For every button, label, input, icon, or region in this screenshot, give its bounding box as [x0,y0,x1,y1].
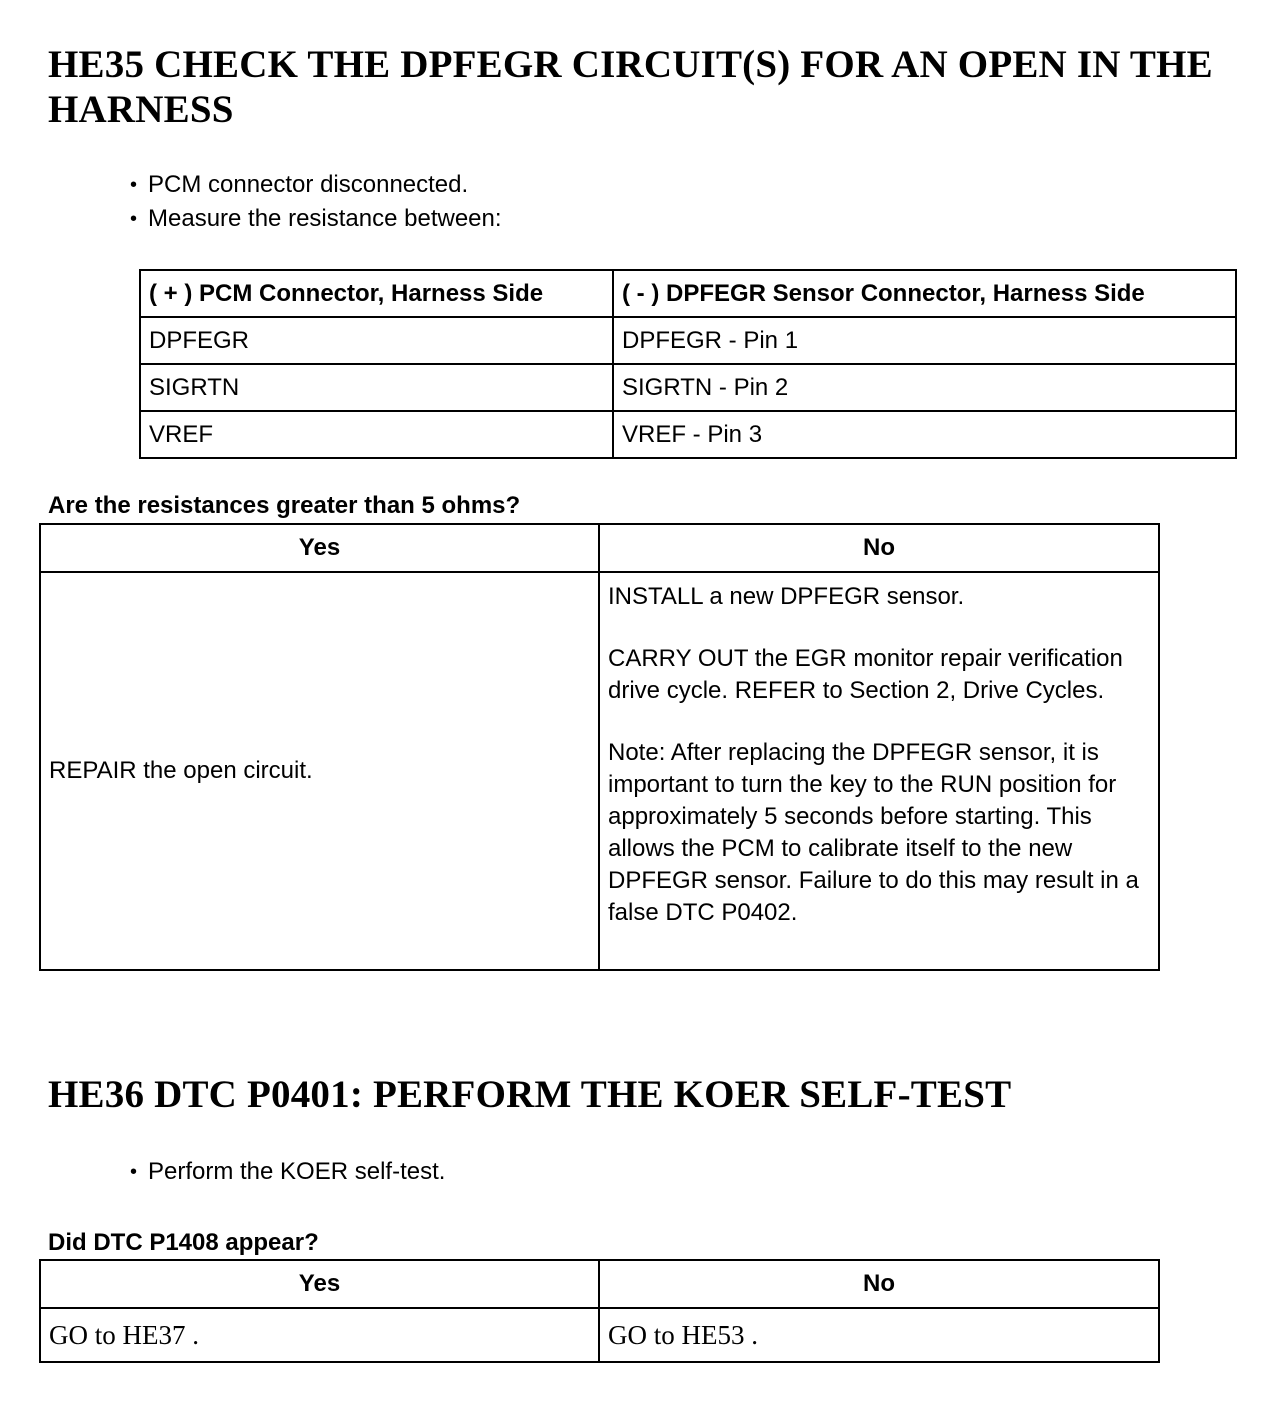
table-cell: DPFEGR [140,317,613,364]
no-paragraph-note: Note: After replacing the DPFEGR sensor, it is important to turn the key to the RUN position for approximately 5 seconds before starting. This allows the PCM to calibrate itself to the new DPFEGR sensor. Failure to do this may result in a false DTC P0402. [608,739,1139,926]
no-cell [599,572,1159,970]
table-header-row [140,270,1236,317]
table-row [140,317,1236,364]
table-cell: VREF [140,411,613,458]
he35-title-line2: HARNESS [48,88,234,131]
list-item: • Measure the resistance between: [130,202,502,236]
table-row [40,572,1159,970]
list-item: • PCM connector disconnected. [130,168,502,202]
table-cell: VREF - Pin 3 [613,411,1236,458]
no-cell: GO to HE53 . [599,1308,1159,1362]
he35-title [48,42,1213,132]
list-item: • Perform the KOER self-test. [130,1155,445,1189]
bullet-icon: • [130,174,138,196]
he35-title-line1: HE35 CHECK THE DPFEGR CIRCUIT(S) FOR AN OPEN IN THE [48,43,1213,86]
bullet-icon: • [130,1161,138,1183]
he36-title: HE36 DTC P0401: PERFORM THE KOER SELF-TEST [48,1073,1012,1116]
he35-question: Are the resistances greater than 5 ohms? [48,492,521,519]
he36-question: Did DTC P1408 appear? [48,1229,319,1256]
yes-header: Yes [40,1260,599,1308]
he35-answer-table [39,523,1160,971]
yes-cell: GO to HE37 . [40,1308,599,1362]
table-row [140,411,1236,458]
table-row [140,364,1236,411]
column-header: ( + ) PCM Connector, Harness Side [140,270,613,317]
no-paragraph-drive-cycle: CARRY OUT the EGR monitor repair verification drive cycle. REFER to Section 2, Drive Cycles. [608,645,1123,704]
he36-answer-table [39,1259,1160,1363]
table-cell: SIGRTN [140,364,613,411]
he35-bullet-list [130,168,502,236]
table-header-row [40,1260,1159,1308]
column-header: ( - ) DPFEGR Sensor Connector, Harness Side [613,270,1236,317]
no-header: No [599,524,1159,572]
he36-bullet-list [130,1155,445,1189]
no-header: No [599,1260,1159,1308]
table-row [40,1308,1159,1362]
table-header-row [40,524,1159,572]
no-paragraph-install: INSTALL a new DPFEGR sensor. [608,583,965,610]
bullet-icon: • [130,208,138,230]
table-cell: SIGRTN - Pin 2 [613,364,1236,411]
yes-header: Yes [40,524,599,572]
table-cell: DPFEGR - Pin 1 [613,317,1236,364]
yes-cell: REPAIR the open circuit. [40,572,599,970]
resistance-table [139,269,1237,459]
